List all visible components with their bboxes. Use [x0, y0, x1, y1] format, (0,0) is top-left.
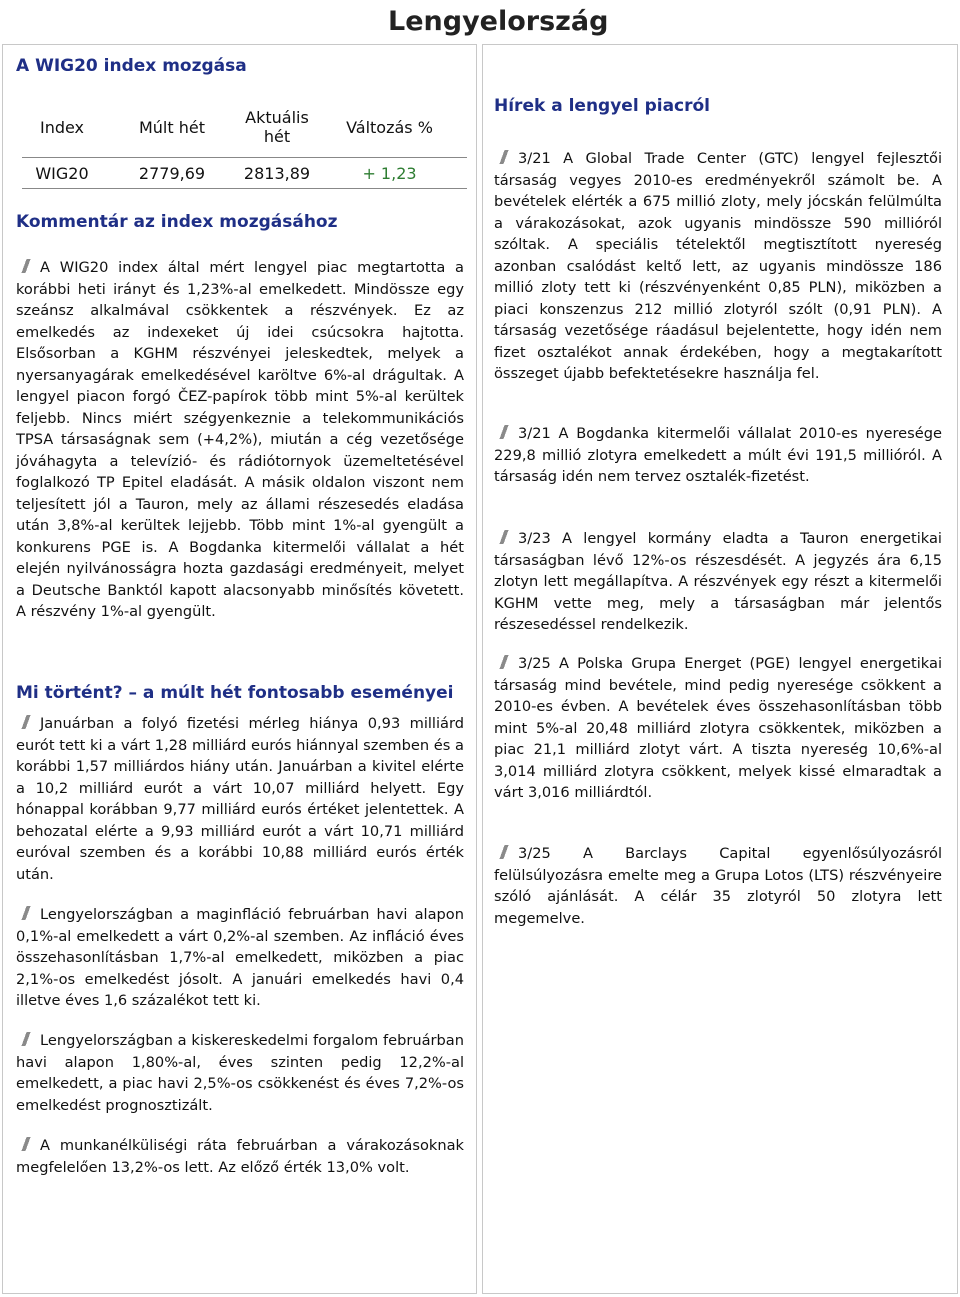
bullet-icon — [494, 425, 514, 439]
event-item: Lengyelországban a maginfláció februárban havi alapon 0,1%-al emelkedett a várt 0,2%-al szemben. Az infláció éves összehasonlításban 1,7%-al emelkedett, miközben a piac 2,1%-os emelkedést jósolt. A januári emelkedés havi 0,4 illetve éves 1,6 százalékot tett ki. — [16, 906, 464, 1009]
header-last-week: Múlt hét — [102, 97, 242, 158]
header-current-week: Aktuális hét — [242, 97, 312, 158]
bullet-icon — [16, 906, 36, 920]
bullet-icon — [494, 845, 514, 859]
index-section-title: A WIG20 index mozgása — [16, 56, 247, 76]
news-item: 3/25 A Polska Grupa Energet (PGE) lengyel energetikai társaság mind bevétele, mind pedig nyeresége csökkent a 2010-es évben. A bevételek éves összehasonlításban több mint 5%-al 20,48 milliárd zlotyra csökkentek, miközben a piac 21,1 milliárd zlotyt várt. A tiszta nyereség 10,6%-al 3,014 milliárd zlotyra csökkent, melyek kissé elmaradtak a várt 3,016 milliárdtól. — [494, 655, 942, 801]
header-index: Index — [22, 97, 102, 158]
cell-index: WIG20 — [22, 158, 102, 189]
commentary-text: A WIG20 index által mért lengyel piac megtartotta a korábbi heti irányt és 1,23%-al emelkedett. Mindössze egy szeánsz alkalmával csökkentek a részvények. Ez az emelkedés az indexeket új idei csúcsokra hajtotta. Elsősorban a KGHM részvényei jeleskedtek, melyek a nyersanyagárak emelkedésével karöltve 6%-al drágultak. A lengyel piacon forgó ČEZ-papírok több mint 5%-al kerültek feljebb. Nincs miért szégyenkeznie a telekommunikációs TPSA társaságnak sem (+4,2%), miután a cég vezetősége jóváhagyta a televízió- és rádiótornyok üzemeltetésével foglalkozó TP Epitel eladását. A másik oldalon viszont nem teljesített jól a Tauron, mely az állami részesedés eladása után 3,8%-al kerültek lejjebb. Több mint 1%-al gyengült a konkurens PGE is. A Bogdanka kitermelői vállalat a hét elején nyilvánosságra hozta gazdasági eredményeit, melyet a Deutsche Banktól kapott alacsonyabb minősítés követett. A részvény 1%-al gyengült. — [16, 259, 464, 620]
index-table — [22, 97, 467, 189]
event-item: A munkanélküliségi ráta februárban a várakozásoknak megfelelően 13,2%-os lett. Az előző érték 13,0% volt. — [16, 1137, 464, 1176]
news-title: Hírek a lengyel piacról — [494, 96, 711, 116]
events-title: Mi történt? – a múlt hét fontosabb eseményei — [16, 683, 454, 703]
header-change: Változás % — [312, 97, 467, 158]
bullet-icon — [16, 1032, 36, 1046]
bullet-icon — [16, 1137, 36, 1151]
news-item: 3/21 A Global Trade Center (GTC) lengyel fejlesztői társaság vegyes 2010-es eredményekről számolt be. A bevételek elérték a 675 millió zloty, mely jócskán felülmúlta a várakozásokat, azok ugyanis mindössze 590 millióról szóltak. A speciális tételektől megtisztított nyereség azonban csalódást keltő lett, az ugyanis mindössze 186 millió zloty tett ki (részvényenként 0,85 PLN), miközben a piaci konszenzus 212 millió zlotyról szólt (0,91 PLN). A társaság vezetősége ráadásul bejelentette, hogy idén nem fizet osztalékot annak érdekében, hogy a megtakarított összeget újabb befektetésekre használja fel. — [494, 150, 942, 382]
news-item: 3/25 A Barclays Capital egyenlősúlyozásról felülsúlyozásra emelte meg a Grupa Lotos (LTS) részvényeire szóló ajánlását. A célár 35 zlotyról 50 zlotyra lett megemelve. — [494, 845, 942, 927]
news-item: 3/23 A lengyel kormány eladta a Tauron energetikai társaságban lévő 12%-os részesdését. A jegyzés ára 6,15 zlotyn lett megállapítva. A részvények egy részt a kitermelői KGHM vette meg, mely a társaságban már jelentős részesedéssel rendelkezik. — [494, 530, 942, 633]
cell-current-week: 2813,89 — [242, 158, 312, 189]
bullet-icon — [494, 150, 514, 164]
bullet-icon — [16, 259, 36, 273]
page-title: Lengyelország — [388, 6, 609, 37]
cell-change: + 1,23 — [312, 158, 467, 189]
commentary-title: Kommentár az index mozgásához — [16, 212, 338, 232]
cell-last-week: 2779,69 — [102, 158, 242, 189]
event-item: Januárban a folyó fizetési mérleg hiánya 0,93 milliárd eurót tett ki a várt 1,28 milliárd eurós hiánnyal szemben és a korábbi 1,57 milliárdos hiány után. Januárban a kivitel elérte a 10,2 milliárd eurót a várt 10,07 milliárd helyett. Egy hónappal korábban 9,77 milliárd eurós értéket jelentettek. A behozatal elérte a 9,93 milliárd eurót a várt 10,71 milliárd euróval szemben és a korábbi 10,88 milliárd eurós érték után. — [16, 715, 464, 883]
news-item: 3/21 A Bogdanka kitermelői vállalat 2010-es nyeresége 229,8 millió zlotyra emelkedett a múlt évi 191,5 millióról. A társaság idén nem tervez osztalék-fizetést. — [494, 425, 942, 485]
table-row — [22, 158, 467, 189]
bullet-icon — [494, 530, 514, 544]
bullet-icon — [16, 715, 36, 729]
event-item: Lengyelországban a kiskereskedelmi forgalom februárban havi alapon 1,80%-al, éves szinten pedig 12,2%-al emelkedett, a piac havi 2,5%-os csökkenést és éves 7,2%-os emelkedést prognosztizált. — [16, 1032, 464, 1114]
bullet-icon — [494, 655, 514, 669]
